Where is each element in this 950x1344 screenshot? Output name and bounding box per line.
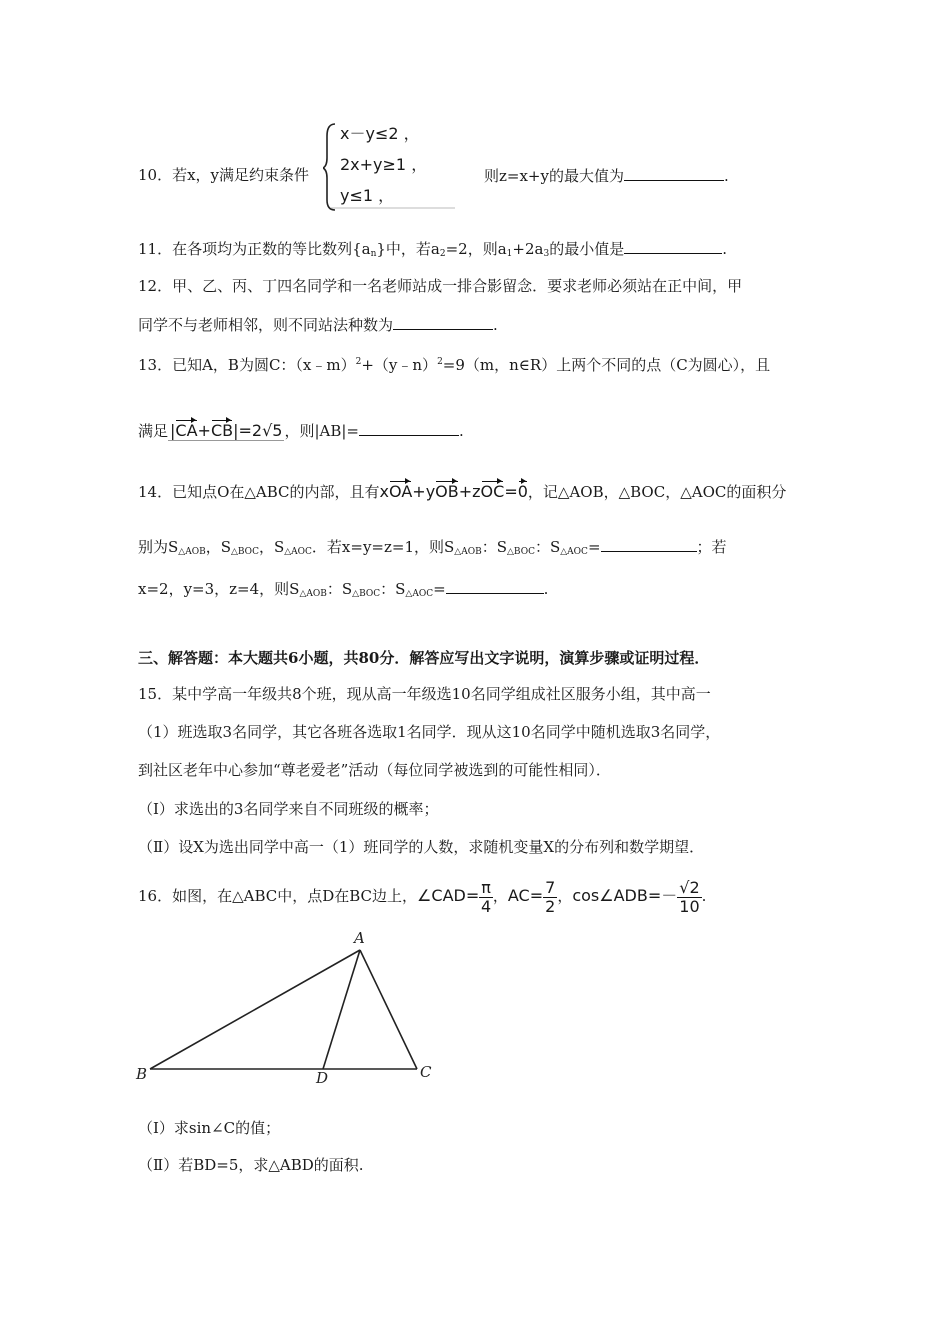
q15-line2: （1）班选取3名同学，其它各班各选取1名同学．现从这10名同学中随机选取3名同学， (138, 723, 721, 741)
q15-part1: （Ⅰ）求选出的3名同学来自不同班级的概率； (138, 800, 439, 818)
side-ac (360, 950, 417, 1069)
vector-norm-condition: |CA+CB|=2√5 (170, 421, 283, 440)
triangle-figure (130, 925, 450, 1090)
q10-constraint-2: 2x+y≥1 ， (340, 155, 428, 174)
q14-line3: x=2，y=3，z=4，则$S_{\triangle AOB}$：$S_{\triangle BOC}$：$S_{\triangle AOC}=$ . (138, 580, 549, 599)
q12-line1: 12．甲、乙、丙、丁四名同学和一名老师站成一排合影留念．要求老师必须站在正中间，甲 (138, 277, 743, 295)
section-title: 三、解答题：本大题共6小题，共80分．解答应写出文字说明，演算步骤或证明过程． (138, 649, 710, 667)
q16-part1: （Ⅰ）求sin∠C的值； (138, 1119, 281, 1137)
q13-line2: 满足 |CA+CB|=2√5 ，则|AB|= . (138, 421, 464, 440)
q15-part2: （Ⅱ）设X为选出同学中高一（1）班同学的人数，求随机变量X的分布列和数学期望． (138, 838, 705, 856)
fraction-7-2: $\frac{7}{2}$ (545, 877, 556, 916)
label-c: C (420, 1063, 432, 1081)
q11: 11．在各项均为正数的等比数列$\{a_n\}$中，若$a_2=2$，则$a_1+2a_3$的最小值是 . (138, 240, 727, 259)
q10-suffix: 则z=x+y的最大值为 . (484, 167, 729, 185)
q14-line1: 14．已知点O在△ABC的内部，且有xOA+yOB+zOC=0，记△AOB，△BOC，△AOC的面积分 (138, 482, 787, 501)
vector-equation: xOA+yOB+zOC=0 (379, 482, 528, 501)
answer-blank[interactable] (359, 420, 459, 436)
answer-blank[interactable] (624, 165, 724, 181)
answer-blank[interactable] (624, 238, 722, 254)
q16-line1: 16．如图，在△ABC中，点D在BC边上，∠CAD= $\frac{\pi}{4}$ ，AC= $\frac{7}{2}$ ，cos∠ADB=－ $\frac{√2}{10}$ . (138, 877, 707, 916)
q10-prefix: 10．若x，y满足约束条件 (138, 166, 310, 184)
q12-line2: 同学不与老师相邻，则不同站法种数为 . (138, 316, 498, 334)
q13-line1: 13．已知A，B为圆C：（x﹣m）$^2$+（y﹣n）$^2$=9（m，n∈R）上两个不同的点（C为圆心），且 (138, 356, 771, 374)
label-b: B (136, 1065, 148, 1083)
fraction-sqrt2-10: $\frac{√2}{10}$ (679, 877, 700, 916)
fraction-pi-4: $\frac{\pi}{4}$ (480, 877, 492, 916)
answer-blank[interactable] (601, 536, 697, 552)
label-d: D (316, 1069, 329, 1087)
answer-blank[interactable] (446, 578, 544, 594)
q14-line2: 别为$S_{\triangle AOB}$，$S_{\triangle BOC}$，$S_{\triangle AOC}$．若x=y=z=1，则$S_{\triangle AOB}$：$S_{\triangle BOC}$：$S_{\triangle AOC}=$ ；若 (138, 538, 727, 557)
q15-line1: 15．某中学高一年级共8个班，现从高一年级选10名同学组成社区服务小组，其中高一 (138, 685, 711, 703)
label-a: A (354, 929, 365, 947)
q10-constraint-3: y≤1 ， (340, 186, 395, 205)
q16-part2: （Ⅱ）若BD=5，求△ABD的面积. (138, 1156, 364, 1174)
answer-blank[interactable] (393, 314, 493, 330)
q15-line3: 到社区老年中心参加“尊老爱老”活动（每位同学被选到的可能性相同）． (138, 761, 611, 779)
q10-constraint-1: x－y≤2 ， (340, 124, 420, 143)
